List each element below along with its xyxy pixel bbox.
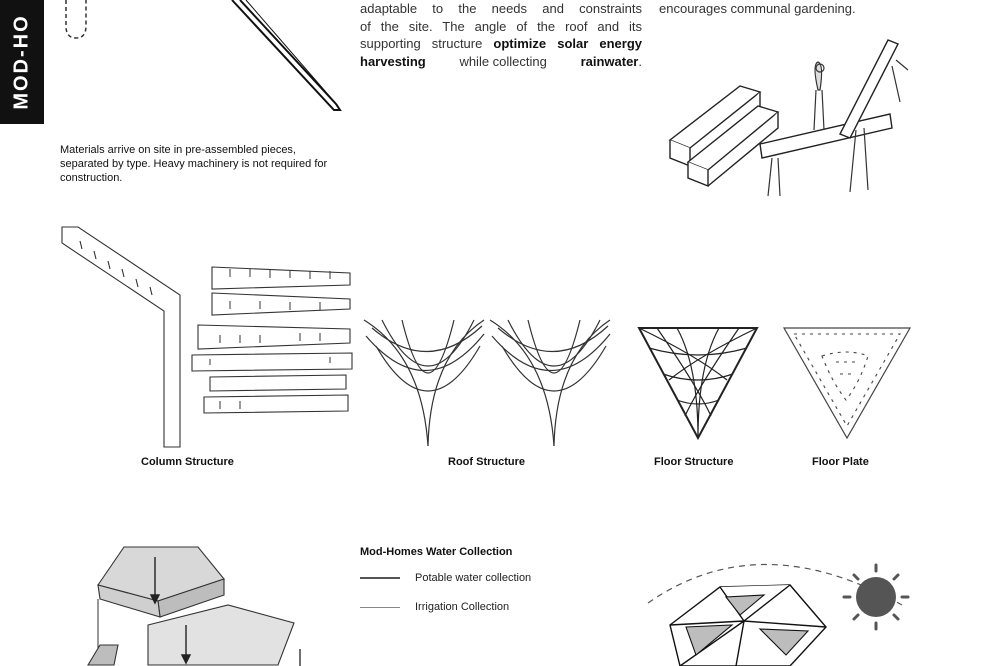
roof-line-2: of the site. The angle of the roof and its — [360, 18, 642, 34]
roof-line-4-bold-1: harvesting — [360, 53, 426, 69]
roof-description — [360, 0, 642, 70]
roof-line-4-end: . — [638, 53, 642, 69]
floor-plate-drawing — [782, 326, 912, 442]
floor-structure-drawing — [637, 326, 759, 442]
roof-line-1: adaptable to the needs and constraints — [360, 1, 642, 16]
side-tab — [0, 0, 44, 124]
garden-description — [659, 0, 913, 18]
solar-diagram — [640, 545, 920, 666]
roof-line-4-bold-2: rainwater — [580, 53, 639, 69]
roof-line-4 — [360, 53, 642, 71]
top-beam-illustration — [60, 0, 350, 120]
legend-label-irrigation: Irrigation Collection — [415, 601, 510, 613]
roof-line-3-pre: supporting structure — [360, 36, 494, 51]
roof-line-3-bold: optimize solar energy — [493, 36, 642, 51]
materials-note: Materials arrive on site in pre-assembled pieces, separated by type. Heavy machinery is not required for construction. — [60, 144, 328, 184]
legend-swatch-irrigation — [360, 607, 400, 608]
caption-roof-structure: Roof Structure — [448, 456, 525, 468]
legend-label-potable: Potable water collection — [415, 572, 532, 584]
legend-item-irrigation — [360, 601, 509, 613]
roof-line-3 — [360, 35, 642, 53]
side-tab-label: MOD-HO — [10, 14, 33, 110]
garden-line-1: encourages communal gardening. — [659, 1, 856, 16]
legend-swatch-potable — [360, 577, 400, 579]
legend-title: Mod-Homes Water Collection — [360, 546, 513, 558]
sun-icon — [844, 565, 908, 629]
caption-floor-plate: Floor Plate — [812, 456, 869, 468]
roof-line-4-mid: while collecting — [459, 53, 547, 69]
legend-item-potable — [360, 572, 531, 584]
caption-column-structure: Column Structure — [141, 456, 234, 468]
column-structure-drawing — [60, 225, 355, 450]
roof-structure-drawing — [362, 316, 614, 448]
water-collection-house — [88, 545, 318, 666]
caption-floor-structure: Floor Structure — [654, 456, 734, 468]
assembly-sketch — [660, 30, 920, 210]
